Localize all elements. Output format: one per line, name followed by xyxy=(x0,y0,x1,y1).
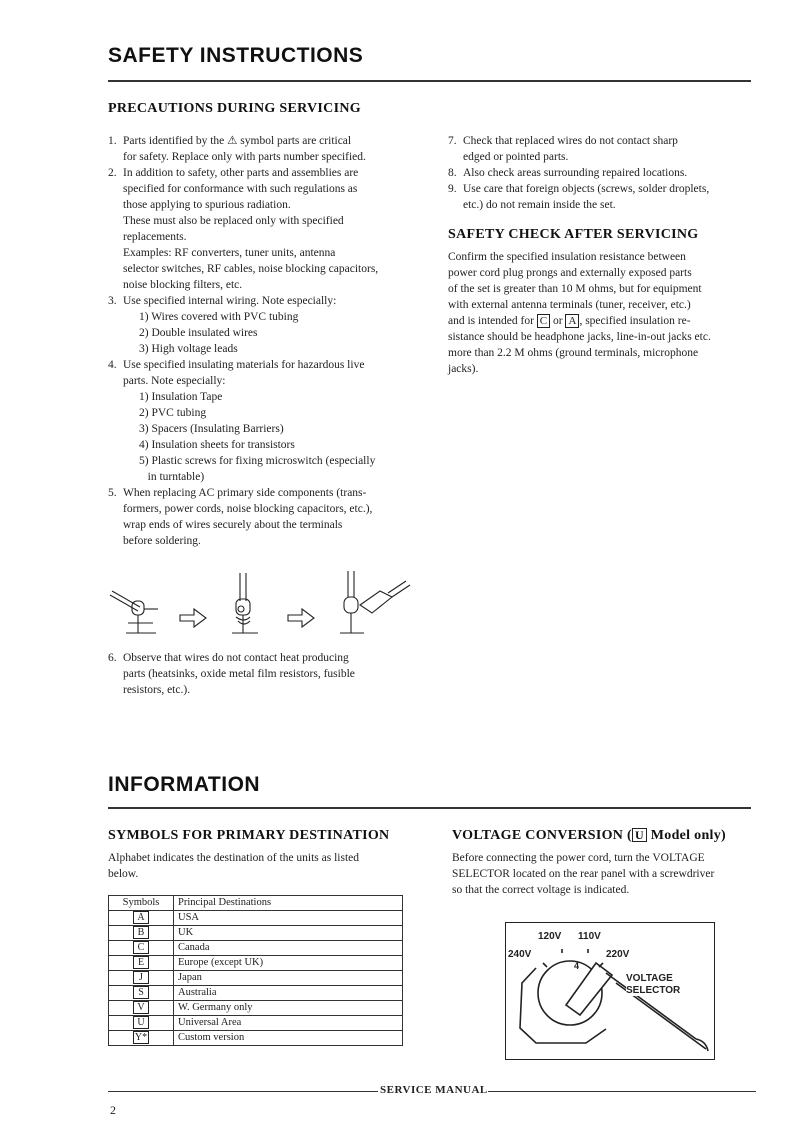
precaution-item-6 xyxy=(108,650,418,698)
table-row xyxy=(109,941,403,956)
footer-rule-right xyxy=(488,1091,756,1092)
destination-table xyxy=(108,895,403,1046)
table-row xyxy=(109,956,403,971)
safety-check-heading: SAFETY CHECK AFTER SERVICING xyxy=(448,227,699,242)
destination-name: UK xyxy=(174,926,403,941)
precautions-list-left xyxy=(108,133,418,549)
destination-name: Europe (except UK) xyxy=(174,956,403,971)
precaution-item: 8. Also check areas surrounding repaired locations. xyxy=(448,167,688,179)
selector-marker: 4 xyxy=(574,961,580,971)
precaution-item: 2. In addition to safety, other parts and assemblies are specified for conformance with such regulations as those applying to spurious radiation. These must also be replaced only with specified replacements. Examples: RF converters, tuner units, antenna selector switches, RF cables, noise blocking capacitors, noise blocking filters, etc. xyxy=(108,167,379,291)
selector-drawing xyxy=(506,923,714,1059)
destination-symbol: J xyxy=(133,971,149,984)
label-110v: 110V xyxy=(578,931,601,942)
label-120v: 120V xyxy=(538,931,562,942)
page-title: SAFETY INSTRUCTIONS xyxy=(108,44,364,67)
destination-name: W. Germany only xyxy=(174,1001,403,1016)
precautions-heading: PRECAUTIONS DURING SERVICING xyxy=(108,101,361,116)
label-240v: 240V xyxy=(508,949,532,960)
destination-name: Japan xyxy=(174,971,403,986)
text-line: more than 2.2 M ohms (ground terminals, microphone xyxy=(448,347,699,359)
precautions-list-right xyxy=(448,133,756,213)
destination-name: Custom version xyxy=(174,1031,403,1046)
destination-symbol: E xyxy=(133,956,149,969)
precaution-item: 6. Observe that wires do not contact heat producing parts (heatsinks, oxide metal film resistors, fusible resistors, etc.). xyxy=(108,652,355,696)
label-voltage: VOLTAGE xyxy=(626,973,673,984)
destination-symbol: U xyxy=(133,1016,149,1029)
text-line: sistance should be headphone jacks, line-in-out jacks etc. xyxy=(448,331,711,343)
information-rule xyxy=(108,807,751,809)
text-line: power cord plug prongs and externally exposed parts xyxy=(448,267,692,279)
symbols-heading: SYMBOLS FOR PRIMARY DESTINATION xyxy=(108,828,390,843)
destination-symbol: S xyxy=(133,986,149,999)
footer-service-manual: SERVICE MANUAL xyxy=(380,1084,488,1096)
destination-name: Universal Area xyxy=(174,1016,403,1031)
symbol-c-box: C xyxy=(537,314,550,328)
wiring-illustration xyxy=(108,565,418,637)
text-line: with external antenna terminals (tuner, receiver, etc.) xyxy=(448,299,691,311)
destination-symbol: B xyxy=(133,926,149,939)
table-row xyxy=(109,926,403,941)
destination-name: Canada xyxy=(174,941,403,956)
voltage-heading: VOLTAGE CONVERSION ( U Model only) xyxy=(452,828,726,843)
safety-check-text: Confirm the specified insulation resistance between power cord plug prongs and externally exposed parts of the set is greater than 10 M ohms, but for equipment with external antenna terminals (tuner, receiver, etc.) and is intended for C or A , specified insulation re- sistance should be headphone jacks, line-in-out jacks etc. more than 2.2 M ohms (ground terminals, microphone jacks). xyxy=(448,249,756,377)
precaution-item: 9. Use care that foreign objects (screws, solder droplets, etc.) do not remain inside the set. xyxy=(448,183,710,211)
text-line: of the set is greater than 10 M ohms, but for equipment xyxy=(448,283,702,295)
text-line: Confirm the specified insulation resistance between xyxy=(448,251,686,263)
label-selector: SELECTOR xyxy=(626,985,681,996)
destination-symbol: Y* xyxy=(134,1032,148,1043)
wire-wrapping-diagram xyxy=(108,565,418,637)
destination-symbol: C xyxy=(133,941,149,954)
precaution-item: 5. When replacing AC primary side components (trans- formers, power cords, noise blocking capacitors, etc.), wrap ends of wires securely about the terminals before soldering. xyxy=(108,487,373,547)
precaution-item: 7. Check that replaced wires do not contact sharp edged or pointed parts. xyxy=(448,135,678,163)
table-row xyxy=(109,1016,403,1031)
information-title: INFORMATION xyxy=(108,773,261,796)
page-number: 2 xyxy=(110,1103,116,1117)
destination-name: Australia xyxy=(174,986,403,1001)
text-line: jacks). xyxy=(448,363,479,375)
destination-name: USA xyxy=(174,911,403,926)
table-row xyxy=(109,911,403,926)
voltage-text: Before connecting the power cord, turn the VOLTAGE SELECTOR located on the rear panel with a screwdriver so that the correct voltage is indicated. xyxy=(452,852,715,896)
label-220v: 220V xyxy=(606,949,630,960)
table-row xyxy=(109,971,403,986)
symbol-u-box: U xyxy=(632,828,647,842)
footer-rule-left xyxy=(108,1091,378,1092)
col-symbols-header: Symbols xyxy=(109,896,174,911)
col-destinations-header: Principal Destinations xyxy=(174,896,403,911)
table-row xyxy=(109,1031,403,1046)
precaution-item: 3. Use specified internal wiring. Note especially: 1) Wires covered with PVC tubing 2) Double insulated wires 3) High voltage leads xyxy=(108,295,337,355)
precaution-item: 1. Parts identified by the ⚠ symbol parts are critical for safety. Replace only with parts number specified. xyxy=(108,135,366,163)
destination-symbol: V xyxy=(133,1001,149,1014)
voltage-selector-diagram xyxy=(505,922,715,1060)
destination-symbol: A xyxy=(133,911,149,924)
precaution-item: 4. Use specified insulating materials for hazardous live parts. Note especially: 1) Insulation Tape 2) PVC tubing 3) Spacers (Insulating Barriers) 4) Insulation sheets for transistors 5) Plastic screws for fixing microswitch (especially in turntable) xyxy=(108,359,376,483)
table-row xyxy=(109,986,403,1001)
table-row xyxy=(109,1001,403,1016)
symbols-intro: Alphabet indicates the destination of the units as listed below. xyxy=(108,852,360,880)
title-rule xyxy=(108,80,751,82)
symbol-a-box: A xyxy=(565,314,579,328)
